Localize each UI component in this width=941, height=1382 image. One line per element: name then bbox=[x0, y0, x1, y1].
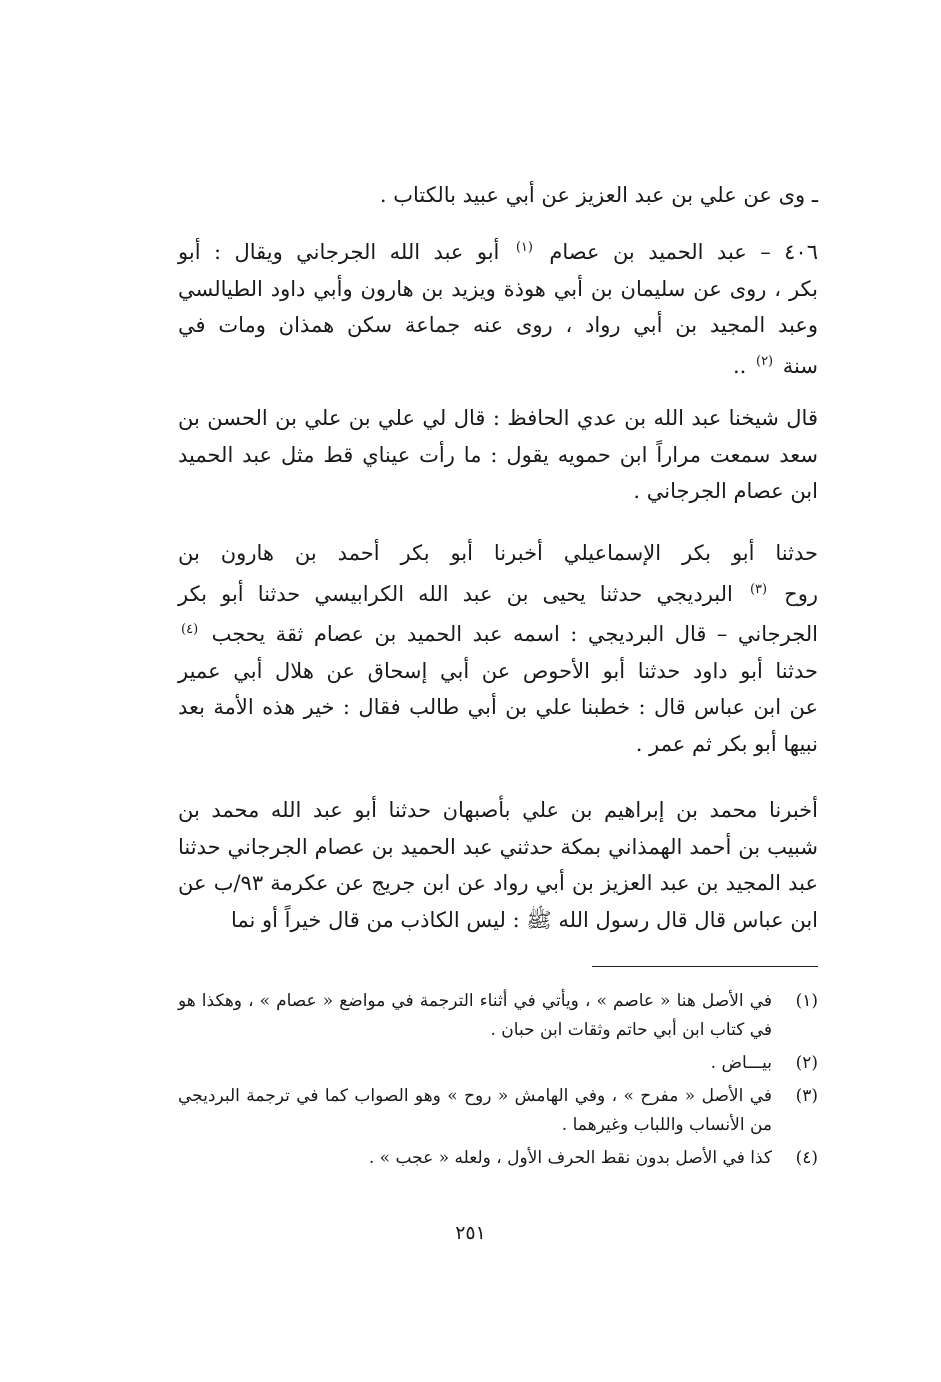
footnote-number: (٤) bbox=[795, 1148, 818, 1168]
text-line: الجرجاني – قال البرديجي : اسمه عبد الحميد بن عصام ثقة يحجب $^{(٤)}$ bbox=[181, 622, 818, 646]
text-line: سعد سمعت مراراً ابن حمويه يقول : ما رأت عيناي قط مثل عبد الحميد bbox=[178, 442, 818, 467]
footnote-marker[interactable]: (٢) bbox=[755, 353, 774, 369]
footnote-separator bbox=[592, 966, 818, 967]
footnote-marker[interactable]: (١) bbox=[515, 240, 533, 255]
footnote-marker[interactable]: (٣) bbox=[749, 581, 768, 597]
footnote-item bbox=[178, 987, 818, 1045]
text-line: ـ وى عن علي بن عبد العزيز عن أبي عبيد بالكتاب . bbox=[379, 183, 818, 207]
text-line: نبيها أبو بكر ثم عمر . bbox=[635, 731, 818, 756]
text-line: ٤٠٦ – عبد الحميد بن عصام $^{(١)}$ أبو عبد الله الجرجاني ويقال : أبو bbox=[178, 240, 818, 264]
text-line: شبيب بن أحمد الهمذاني بمكة حدثني عبد الحميد بن عصام الجرجاني حدثنا bbox=[178, 834, 818, 859]
footnote-text: في الأصل « مفرح » ، وفي الهامش « روح » وهو الصواب كما في ترجمة البرديجي من الأنساب واللباب وغيرهما . bbox=[178, 1086, 772, 1135]
footnote-text: في الأصل هنا « عاصم » ، ويأتي في أثناء الترجمة في مواضع « عصام » ، وهكذا هو في كتاب ابن أبي حاتم وثقات ابن حبان . bbox=[178, 991, 772, 1040]
page-number: ٢٥١ bbox=[455, 1222, 486, 1244]
text-line: ابن عباس قال قال رسول الله ﷺ : ليس الكاذب من قال خيراً أو نما bbox=[230, 907, 818, 932]
text-line: سنة $^{(٢)}$ .. bbox=[732, 353, 818, 378]
footnote-item bbox=[178, 1049, 818, 1078]
paragraph-ibn-adi bbox=[178, 400, 818, 510]
paragraph-ismaili bbox=[178, 535, 818, 762]
text-line: عبد المجيد بن عبد العزيز بن أبي رواد عن ابن جريج عن عكرمة ٩٣/ب عن bbox=[178, 871, 818, 895]
footnote-marker[interactable]: (٤) bbox=[181, 622, 199, 637]
footnote-text: كذا في الأصل بدون نقط الحرف الأول ، ولعله « عجب » . bbox=[368, 1148, 772, 1168]
text-line: أخبرنا محمد بن إبراهيم بن علي بأصبهان حدثنا أبو عبد الله محمد بن bbox=[178, 798, 818, 822]
footnote-item bbox=[178, 1082, 818, 1140]
paragraph-hadith bbox=[178, 792, 818, 938]
footnote-number: (٢) bbox=[795, 1053, 818, 1073]
text-line: بكر ، روى عن سليمان بن أبي هوذة ويزيد بن هارون وأبي داود الطيالسي bbox=[178, 276, 818, 301]
footnote-number: (٣) bbox=[795, 1086, 818, 1106]
paragraph-entry-406 bbox=[178, 230, 818, 384]
text-line: حدثنا أبو بكر الإسماعيلي أخبرنا أبو بكر أحمد بن هارون بن bbox=[178, 541, 818, 565]
text-line: ابن عصام الجرجاني . bbox=[633, 479, 818, 503]
footnote-item bbox=[178, 1144, 818, 1173]
footnote-number: (١) bbox=[795, 991, 818, 1011]
footnote-text: بيـــاض . bbox=[710, 1053, 772, 1073]
paragraph-continuation bbox=[178, 177, 818, 214]
text-line: حدثنا أبو داود حدثنا أبو الأحوص عن أبي إسحاق عن هلال أبي عمير bbox=[178, 658, 818, 683]
text-line: قال شيخنا عبد الله بن عدي الحافظ : قال لي علي بن علي بن الحسن بن bbox=[178, 406, 818, 430]
text-line: عن ابن عباس قال : خطبنا علي بن أبي طالب فقال : خير هذه الأمة بعد bbox=[178, 695, 818, 719]
text-line: وعبد المجيد بن أبي رواد ، روى عنه جماعة سكن همذان ومات في bbox=[178, 313, 818, 337]
footnotes bbox=[178, 987, 818, 1173]
text-line: روح $^{(٣)}$ البرديجي حدثنا يحيى بن عبد الله الكرابيسي حدثنا أبو بكر bbox=[178, 581, 819, 606]
